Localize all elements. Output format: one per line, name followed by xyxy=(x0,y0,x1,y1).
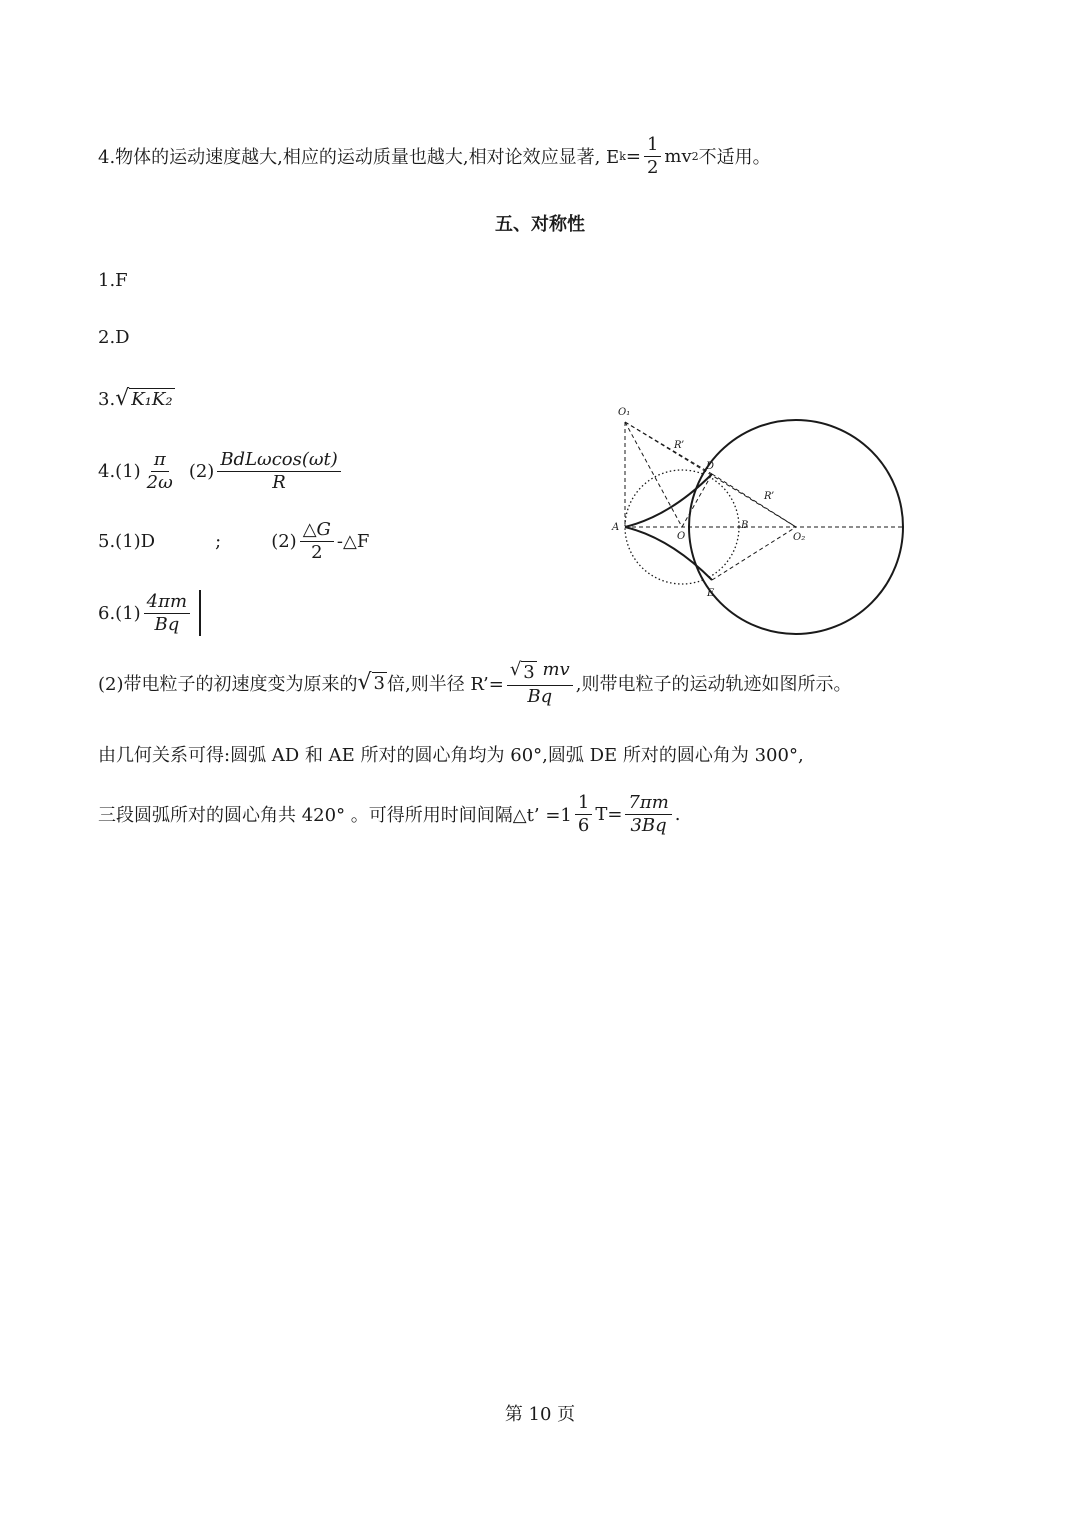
sqrt-k1k2-radicand: K₁K₂ xyxy=(131,389,173,410)
item4-line xyxy=(98,135,771,178)
cursor-bar xyxy=(199,590,201,636)
num-sqrt3-radicand: 3 xyxy=(523,662,535,683)
a5-den: 2 xyxy=(311,541,323,563)
line-O-D xyxy=(682,474,712,527)
mv: mv xyxy=(664,145,692,167)
time-den: 3Bq xyxy=(630,814,667,836)
sqrt3-radicand: 3 xyxy=(373,672,385,694)
sqrt3: √ 3 xyxy=(357,669,385,695)
a6-den: Bq xyxy=(154,613,180,635)
answer-1: 1.F xyxy=(98,270,128,291)
mixed-den: 6 xyxy=(577,814,590,836)
para-1 xyxy=(98,660,851,706)
label-O1: O₁ xyxy=(618,407,631,418)
sqrt-k1k2: √ K₁K₂ xyxy=(115,386,173,411)
trajectory-diagram xyxy=(600,398,920,643)
ek-subscript: k xyxy=(619,149,626,163)
label-D: D xyxy=(706,461,715,472)
a4-f1-num: π xyxy=(151,450,169,472)
para-1-mid: 倍,则半径 R’= xyxy=(386,674,504,696)
answer-2: 2.D xyxy=(98,327,130,348)
answer-4-mid: (2) xyxy=(188,460,215,482)
mv-sup: 2 xyxy=(691,149,699,163)
half-fraction xyxy=(644,135,661,178)
equals: = xyxy=(625,145,641,167)
para-1-before: (2)带电粒子的初速度变为原来的 xyxy=(98,674,358,696)
answer-4 xyxy=(98,450,344,493)
line-O1-O xyxy=(625,422,685,527)
radius-fraction xyxy=(507,660,573,706)
answer-4-prefix: 4.(1) xyxy=(98,460,141,482)
label-A: A xyxy=(612,522,620,533)
label-R2: R’ xyxy=(764,491,775,502)
time-num: 7πm xyxy=(625,793,671,815)
para-1-after: ,则带电粒子的运动轨迹如图所示。 xyxy=(575,674,852,696)
para-3-mid: T= xyxy=(595,803,623,825)
half-den: 2 xyxy=(646,156,659,178)
a5-num: △G xyxy=(300,520,334,542)
num-sqrt3: √ 3 xyxy=(509,659,535,683)
period-fraction xyxy=(144,592,190,635)
a6-num: 4πm xyxy=(144,592,190,614)
answer-5-tail: -△F xyxy=(336,530,370,552)
item4-text: 4.物体的运动速度越大,相应的运动质量也越大,相对论效应显著, E xyxy=(98,147,620,169)
mixed-num: 1 xyxy=(575,793,592,815)
a4-f2-num: BdLωcos(ωt) xyxy=(217,450,341,472)
deltaG-fraction xyxy=(300,520,334,563)
radius-den: Bq xyxy=(527,685,553,707)
para-3 xyxy=(98,793,681,836)
label-R1: R’ xyxy=(674,440,685,451)
line-O1-O2 xyxy=(625,422,796,527)
answer-5-mid: (2) xyxy=(271,530,297,552)
a4-f2-den: R xyxy=(272,471,286,493)
answer-5-semicolon: ; xyxy=(215,530,222,552)
para-3-after: . xyxy=(674,803,681,825)
answer-5 xyxy=(98,520,369,563)
section-title: 五、对称性 xyxy=(495,214,585,235)
answer-6 xyxy=(98,590,201,636)
time-fraction xyxy=(625,793,671,836)
answer-6-prefix: 6.(1) xyxy=(98,602,141,624)
answer-3-prefix: 3. xyxy=(98,388,116,410)
label-E: E xyxy=(707,588,715,599)
label-B: B xyxy=(741,520,749,531)
para-3-before: 三段圆弧所对的圆心角共 420° 。可得所用时间间隔△t’ =1 xyxy=(98,805,572,827)
answer-3 xyxy=(98,388,175,411)
label-O: O xyxy=(677,531,686,542)
item4-tail: 不适用。 xyxy=(698,147,771,169)
num-mv: mv xyxy=(536,659,570,680)
a4-f1-den: 2ω xyxy=(146,471,173,493)
mixed-fraction xyxy=(575,793,592,836)
line-D-O2 xyxy=(712,474,796,527)
line-E-O2 xyxy=(712,527,796,580)
label-O2: O₂ xyxy=(793,532,806,543)
half-num: 1 xyxy=(644,135,661,157)
answer-5-prefix: 5.(1)D xyxy=(98,530,156,552)
emf-fraction xyxy=(217,450,341,493)
page-number: 第 10 页 xyxy=(504,1404,576,1425)
para-2: 由几何关系可得:圆弧 AD 和 AE 所对的圆心角均为 60°,圆弧 DE 所对的圆心角为 300°, xyxy=(98,745,804,766)
pi-over-2omega xyxy=(144,450,176,493)
